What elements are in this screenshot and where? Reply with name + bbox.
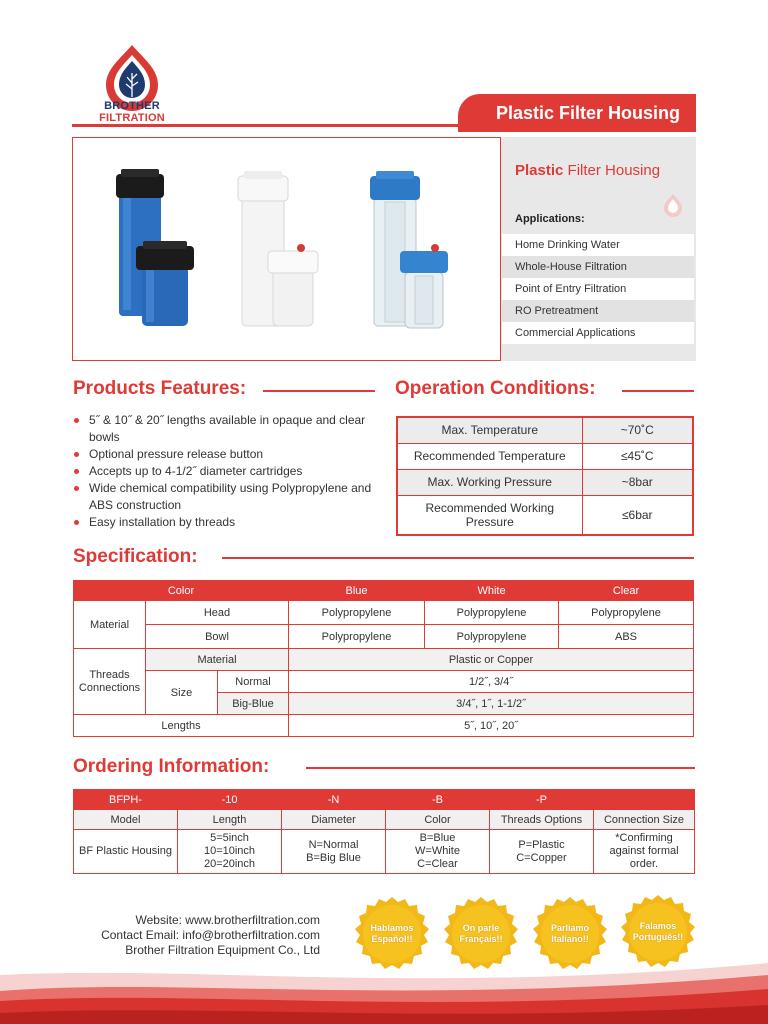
side-panel-title: Plastic Filter Housing — [515, 162, 661, 179]
application-item: Point of Entry Filtration — [502, 278, 694, 300]
ordering-label: Color — [386, 810, 490, 830]
ordering-value-line: order. — [629, 858, 659, 870]
ordering-value-line: against formal — [609, 845, 679, 857]
website-text: Website: www.brotherfiltration.com — [135, 913, 320, 927]
ordering-code: -10 — [178, 790, 282, 810]
operation-table — [396, 416, 694, 536]
ordering-rule — [306, 767, 695, 769]
spec-threads-label: Threads Connections — [74, 649, 146, 715]
spec-cell: Polypropylene — [425, 601, 559, 625]
spec-cell: 5˝, 10˝, 20˝ — [289, 715, 694, 737]
spec-head-label: Head — [146, 601, 289, 625]
seal-line: Español!! — [371, 934, 413, 944]
operation-label: Max. Temperature — [397, 417, 582, 443]
ordering-value-line: 10=10inch — [203, 845, 256, 857]
language-seal-spanish — [354, 896, 430, 972]
spec-bowl-label: Bowl — [146, 625, 289, 649]
operation-value: ~8bar — [582, 469, 693, 495]
ordering-code: -B — [386, 790, 490, 810]
ordering-value-line: C=Clear — [417, 858, 458, 870]
ordering-value — [594, 830, 695, 874]
ordering-label: Model — [74, 810, 178, 830]
features-list — [74, 412, 384, 531]
feature-item: Easy installation by threads — [74, 514, 384, 531]
ordering-code: -P — [490, 790, 594, 810]
applications-label: Applications: — [515, 213, 585, 225]
feature-item: 5˝ & 10˝ & 20˝ lengths available in opaque and clear bowls — [74, 412, 384, 446]
ordering-value-line: BF Plastic Housing — [79, 845, 172, 857]
ordering-label-row — [74, 810, 695, 830]
operation-rule — [622, 390, 694, 392]
ordering-value-line: C=Copper — [516, 851, 567, 864]
application-item: Whole-House Filtration — [502, 256, 694, 278]
ordering-value — [74, 830, 178, 874]
spec-cell: ABS — [559, 625, 694, 649]
seal-line: Parliamo — [550, 923, 590, 933]
drop-icon — [660, 192, 686, 218]
ordering-value-row — [74, 830, 695, 874]
spec-color-header: Color — [74, 581, 289, 601]
ordering-value-line: B=Big Blue — [306, 851, 361, 864]
spec-cell: 3/4˝, 1˝, 1-1/2˝ — [289, 693, 694, 715]
application-item: Commercial Applications — [502, 322, 694, 344]
ordering-value — [490, 830, 594, 874]
seal-line: Français!! — [459, 934, 503, 944]
operation-row — [397, 443, 693, 469]
seal-line: Falamos — [639, 921, 677, 931]
filter-housings-image — [73, 138, 501, 360]
feature-item: Wide chemical compatibility using Polypropylene and ABS construction — [74, 480, 384, 514]
ordering-value-line: P=Plastic — [518, 838, 565, 851]
features-rule — [263, 390, 375, 392]
ordering-value-line: W=White — [415, 845, 460, 857]
operation-row — [397, 417, 693, 443]
ordering-value — [282, 830, 386, 874]
company-text: Brother Filtration Equipment Co., Ltd — [125, 943, 320, 957]
ordering-table — [73, 789, 695, 874]
seal-line: Hablamos — [370, 923, 414, 933]
ordering-label: Threads Options — [490, 810, 594, 830]
operation-heading: Operation Conditions: — [395, 378, 596, 399]
spec-threads-material-label: Material — [146, 649, 289, 671]
specification-rule — [222, 557, 694, 559]
spec-cell: 1/2˝, 3/4˝ — [289, 671, 694, 693]
language-seal-french — [443, 896, 519, 972]
ordering-heading: Ordering Information: — [73, 756, 270, 777]
ordering-code: BFPH- — [74, 790, 178, 810]
spec-cell: Polypropylene — [289, 601, 425, 625]
spec-row — [74, 601, 694, 625]
operation-value: ~70˚C — [582, 417, 693, 443]
operation-row — [397, 469, 693, 495]
ordering-code — [594, 790, 695, 810]
spec-clear-header: Clear — [559, 581, 694, 601]
spec-row — [74, 625, 694, 649]
spec-header-row — [74, 581, 694, 601]
email-text: Contact Email: info@brotherfiltration.com — [101, 928, 320, 942]
specification-table — [73, 580, 694, 737]
spec-cell: Plastic or Copper — [289, 649, 694, 671]
brand-name: BROTHER FILTRATION — [99, 100, 165, 124]
spec-row — [74, 671, 694, 693]
operation-row — [397, 495, 693, 535]
spec-cell: Polypropylene — [289, 625, 425, 649]
language-seal-italian — [532, 896, 608, 972]
seal-text — [354, 896, 430, 972]
seal-text — [620, 894, 696, 970]
seal-text — [532, 896, 608, 972]
ordering-label: Length — [178, 810, 282, 830]
operation-label: Max. Working Pressure — [397, 469, 582, 495]
specification-heading: Specification: — [73, 546, 198, 567]
spec-normal-label: Normal — [218, 671, 289, 693]
ordering-label: Connection Size — [594, 810, 695, 830]
operation-label: Recommended Temperature — [397, 443, 582, 469]
spec-blue-header: Blue — [289, 581, 425, 601]
spec-cell: Polypropylene — [559, 601, 694, 625]
spec-cell: Polypropylene — [425, 625, 559, 649]
ordering-code: -N — [282, 790, 386, 810]
ordering-value-line: N=Normal — [308, 838, 359, 851]
features-heading: Products Features: — [73, 378, 247, 399]
spec-lengths-label: Lengths — [74, 715, 289, 737]
operation-value: ≤45˚C — [582, 443, 693, 469]
spec-size-label: Size — [146, 671, 218, 715]
application-item: Home Drinking Water — [502, 234, 694, 256]
seal-line: Português!! — [632, 932, 684, 942]
seal-line: Italiano!! — [551, 934, 589, 944]
ordering-value-line: 20=20inch — [203, 858, 256, 870]
contact-block — [70, 913, 320, 958]
seal-line: On parle — [462, 923, 500, 933]
feature-item: Optional pressure release button — [74, 446, 384, 463]
application-item: RO Pretreatment — [502, 300, 694, 322]
operation-label: Recommended Working Pressure — [397, 495, 582, 535]
spec-material-label: Material — [74, 601, 146, 649]
seal-text — [443, 896, 519, 972]
page-title: Plastic Filter Housing — [495, 103, 680, 123]
ordering-value — [386, 830, 490, 874]
spec-row — [74, 715, 694, 737]
operation-value: ≤6bar — [582, 495, 693, 535]
feature-item: Accepts up to 4-1/2˝ diameter cartridges — [74, 463, 384, 480]
ordering-value — [178, 830, 282, 874]
applications-list — [502, 234, 694, 344]
language-seal-portuguese — [620, 894, 696, 970]
ordering-code-row — [74, 790, 695, 810]
ordering-value-line: B=Blue — [419, 832, 456, 844]
ordering-value-line: 5=5inch — [210, 832, 249, 844]
spec-bigblue-label: Big-Blue — [218, 693, 289, 715]
spec-white-header: White — [425, 581, 559, 601]
ordering-label: Diameter — [282, 810, 386, 830]
ordering-value-line: *Confirming — [615, 832, 673, 844]
spec-row — [74, 649, 694, 671]
